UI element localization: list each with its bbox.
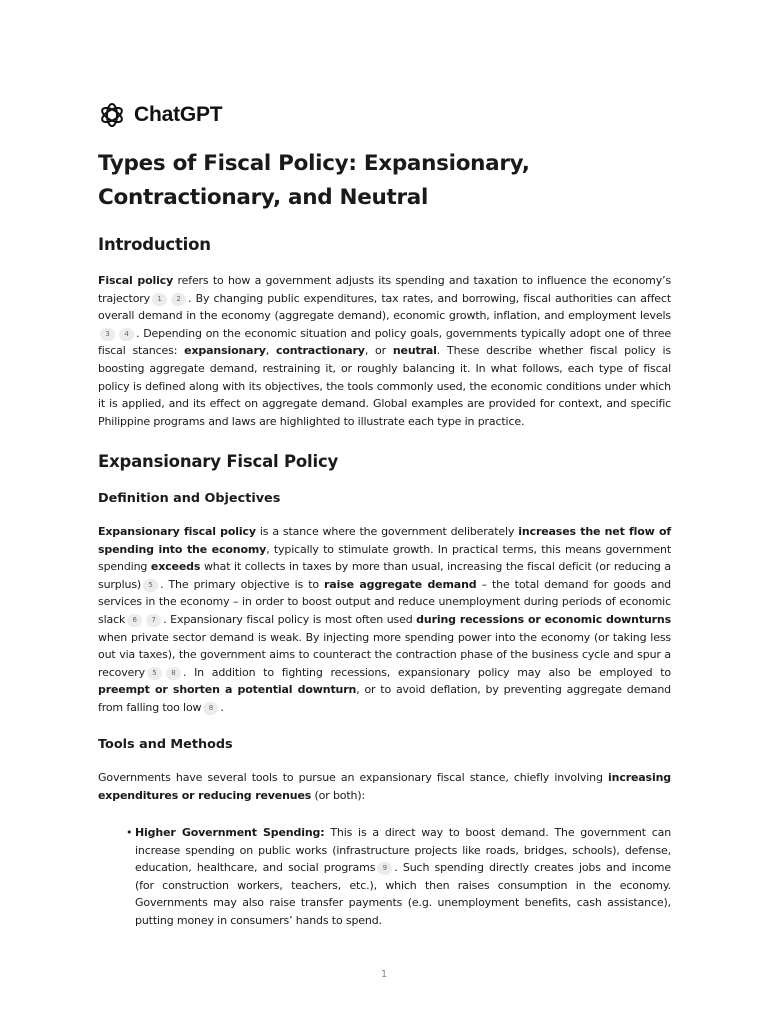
bullet-icon: • bbox=[126, 826, 133, 839]
citation-badge[interactable]: 8 bbox=[166, 667, 181, 680]
bold-term: increases the net flow of spending into the economy bbox=[98, 525, 671, 556]
definition-paragraph: Expansionary fiscal policy is a stance where the government deliberately increases the net flow of spending into the economy, typically to stimulate growth. In practical terms, this means government spending exceeds what it collects in taxes by more than usual, increasing the fiscal deficit (or reducing a surplus) 5 . The primary objective is to raise aggregate demand – the total demand for goods and services in the economy – in order to boost output and reduce unemployment during periods of economic slack 6 7 . Expansionary fiscal policy is most often used during recessions or economic downturns when private sector demand is weak. By injecting more spending power into the economy (or taking less out via taxes), the government aims to counteract the contraction phase of the business cycle and spur a recovery 5 8 . In addition to fighting recessions, expansionary policy may also be employed to preempt or shorten a potential downturn, or to avoid deflation, by preventing aggregate demand from falling too low 8 . bbox=[98, 525, 672, 714]
bold-term: Fiscal policy bbox=[98, 274, 174, 287]
bold-term: contractionary bbox=[275, 344, 365, 358]
citation-badge[interactable]: 4 bbox=[119, 328, 134, 341]
document-title: Types of Fiscal Policy: Expansionary, Contractionary, and Neutral bbox=[98, 151, 530, 210]
citation-badge[interactable]: 5 bbox=[143, 579, 158, 592]
bold-term: exceeds bbox=[150, 560, 201, 574]
citation-badge[interactable]: 1 bbox=[152, 293, 167, 306]
bold-term: neutral bbox=[392, 344, 437, 358]
openai-icon bbox=[98, 101, 126, 129]
bold-term: raise aggregate demand bbox=[324, 577, 477, 591]
bold-term: Expansionary fiscal policy bbox=[98, 525, 256, 538]
tools-paragraph: Governments have several tools to pursue an expansionary fiscal stance, chiefly involving increasing expenditures or reducing revenues (or both): bbox=[98, 771, 671, 802]
bold-term: Higher Government Spending: bbox=[135, 826, 325, 839]
bold-term: during recessions or economic downturns bbox=[416, 612, 671, 626]
logo-text: ChatGPT bbox=[134, 103, 223, 126]
citation-badge[interactable]: 5 bbox=[147, 667, 162, 680]
section-heading-introduction: Introduction bbox=[98, 235, 211, 254]
bold-term: expansionary bbox=[184, 344, 266, 358]
bold-term: increasing expenditures or reducing revenues bbox=[98, 771, 671, 802]
citation-badge[interactable]: 7 bbox=[146, 614, 161, 627]
section-heading-expansionary: Expansionary Fiscal Policy bbox=[98, 452, 339, 471]
citation-badge[interactable]: 6 bbox=[127, 614, 142, 627]
list-item: • Higher Government Spending: This is a direct way to boost demand. The government can increase spending on public works (infrastructure projects like roads, bridges, schools), defense, education, healthcare, and social programs 9 . Such spending directly creates jobs and income (for construction workers, teachers, etc.), which then raises consumption in the economy. Governments may also raise transfer payments (e.g. unemployment benefits, cash assistance), putting money in consumers’ hands to spend. bbox=[126, 826, 672, 927]
intro-paragraph: Fiscal policy refers to how a government adjusts its spending and taxation to influence the economy’s trajectory 1 2 . By changing public expenditures, tax rates, and borrowing, fiscal authorities can affect overall demand in the economy (aggregate demand), economic growth, inflation, and employment levels3 4 . Depending on the economic situation and policy goals, governments typically adopt one of three fiscal stances: expansionary, contractionary, or neutral. These describe whether fiscal policy is boosting aggregate demand, restraining it, or roughly balancing it. In what follows, each type of fiscal policy is defined along with its objectives, the tools commonly used, the economic conditions under which it is applied, and its effect on aggregate demand. Global examples are provided for context, and specific Philippine programs and laws are highlighted to illustrate each type in practice. bbox=[98, 274, 671, 428]
page-number: 1 bbox=[380, 969, 388, 980]
citation-badge[interactable]: 2 bbox=[171, 293, 186, 306]
chatgpt-logo bbox=[98, 99, 222, 131]
subsection-heading-definition: Definition and Objectives bbox=[98, 491, 281, 506]
citation-badge[interactable]: 3 bbox=[100, 328, 115, 341]
subsection-heading-tools: Tools and Methods bbox=[98, 737, 233, 752]
citation-badge[interactable]: 8 bbox=[203, 702, 218, 715]
citation-badge[interactable]: 9 bbox=[377, 862, 392, 875]
bold-term: preempt or shorten a potential downturn bbox=[98, 683, 357, 697]
